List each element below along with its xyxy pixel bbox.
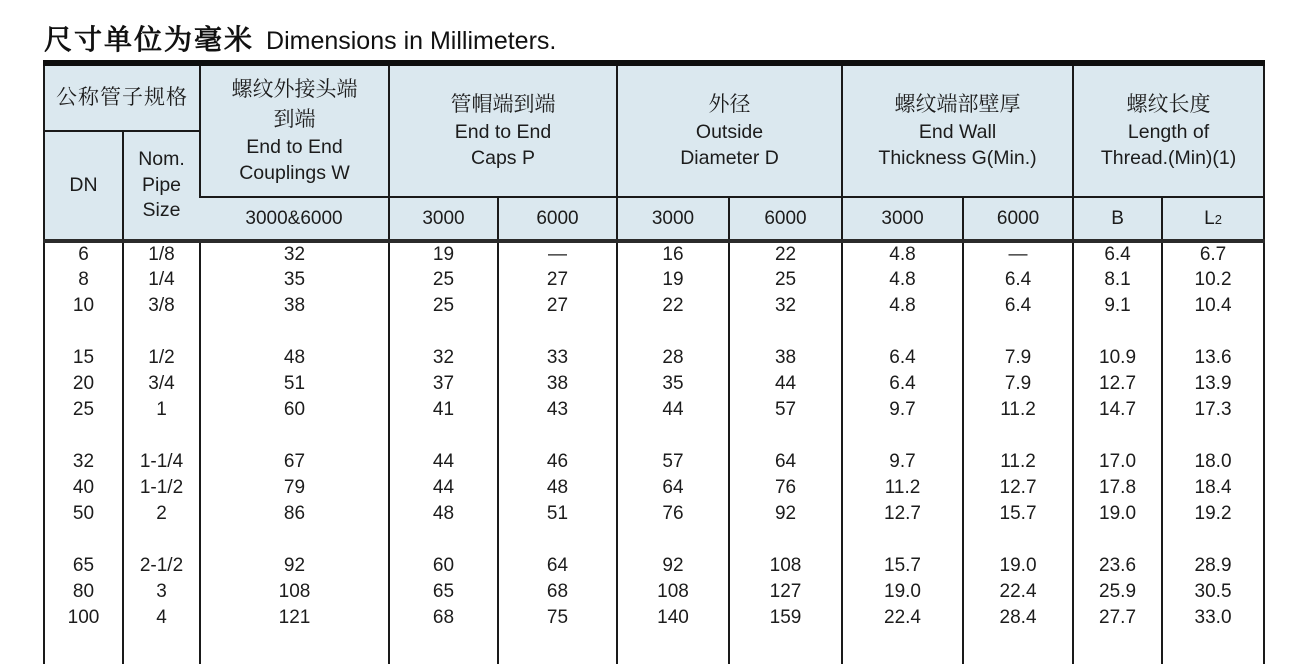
table-row [44, 553, 1264, 579]
gap-cell [498, 423, 617, 449]
header-outside-diameter [617, 63, 842, 197]
subheader-od-6000: 6000 [729, 197, 842, 241]
gap-cell [498, 631, 617, 664]
table-cell: 6.4 [1073, 241, 1162, 267]
table-cell: 41 [389, 397, 498, 423]
table-cell: 28.9 [1162, 553, 1264, 579]
table-cell: 13.6 [1162, 345, 1264, 371]
table-cell: 68 [498, 579, 617, 605]
table-cell: 100 [44, 605, 123, 631]
table-cell: 9.7 [842, 449, 963, 475]
gap-cell [200, 319, 389, 345]
table-cell: 67 [200, 449, 389, 475]
header-end-wall-thickness [842, 63, 1073, 197]
gap-cell [123, 631, 200, 664]
table-cell: 65 [44, 553, 123, 579]
table-cell: 16 [617, 241, 729, 267]
table-cell: 35 [617, 371, 729, 397]
header-pipe-size [123, 131, 200, 241]
gap-cell [123, 527, 200, 553]
subheader-wall-6000: 6000 [963, 197, 1073, 241]
table-cell: 22 [729, 241, 842, 267]
table-cell: 30.5 [1162, 579, 1264, 605]
table-cell: 48 [498, 475, 617, 501]
table-cell: 18.0 [1162, 449, 1264, 475]
table-cell: 20 [44, 371, 123, 397]
table-cell: 27.7 [1073, 605, 1162, 631]
gap-cell [389, 423, 498, 449]
header-thread-en-line1: Length of [1127, 121, 1210, 144]
table-cell: 108 [200, 579, 389, 605]
gap-cell [389, 527, 498, 553]
table-cell: 12.7 [963, 475, 1073, 501]
table-cell: 57 [729, 397, 842, 423]
table-cell: 12.7 [842, 501, 963, 527]
table-cell: 19.0 [1073, 501, 1162, 527]
gap-cell [963, 527, 1073, 553]
table-cell: 33 [498, 345, 617, 371]
table-row [44, 605, 1264, 631]
subheader-couplings-3000-6000: 3000&6000 [200, 197, 389, 241]
header-caps-p [389, 63, 617, 197]
header-caps-en-line1: End to End [454, 121, 552, 144]
table-cell: 44 [389, 449, 498, 475]
table-cell: 6.4 [842, 345, 963, 371]
table-cell: 38 [200, 293, 389, 319]
table-row [44, 475, 1264, 501]
table-cell: 4.8 [842, 267, 963, 293]
table-cell: 19 [617, 267, 729, 293]
gap-cell [389, 631, 498, 664]
table-row [44, 293, 1264, 319]
table-cell: 79 [200, 475, 389, 501]
subheader-wall-3000: 3000 [842, 197, 963, 241]
table-cell: 11.2 [842, 475, 963, 501]
table-cell: 1/8 [123, 241, 200, 267]
subheader-caps-6000: 6000 [498, 197, 617, 241]
header-couplings-zh-line2: 到端 [273, 108, 316, 132]
subheader-thread-l2 [1162, 197, 1264, 241]
table-cell: 1-1/2 [123, 475, 200, 501]
page-title-english: Dimensions in Millimeters. [266, 27, 557, 55]
table-cell: 37 [389, 371, 498, 397]
table-cell: 7.9 [963, 371, 1073, 397]
gap-cell [1162, 527, 1264, 553]
table-cell: 64 [729, 449, 842, 475]
gap-cell [842, 527, 963, 553]
gap-cell [123, 319, 200, 345]
table-cell: 121 [200, 605, 389, 631]
table-cell: 17.0 [1073, 449, 1162, 475]
table-row [44, 241, 1264, 267]
table-cell: 10.9 [1073, 345, 1162, 371]
gap-cell [1073, 527, 1162, 553]
header-dn [44, 131, 123, 241]
row-group-gap [44, 423, 1264, 449]
gap-cell [123, 423, 200, 449]
gap-cell [1073, 423, 1162, 449]
gap-cell [200, 423, 389, 449]
table-row [44, 397, 1264, 423]
table-cell: 6.7 [1162, 241, 1264, 267]
gap-cell [729, 527, 842, 553]
table-cell: 10 [44, 293, 123, 319]
header-dn-label: DN [69, 173, 98, 196]
header-wall-zh: 螺纹端部壁厚 [894, 93, 1021, 117]
table-cell: 25 [389, 293, 498, 319]
table-cell: 46 [498, 449, 617, 475]
gap-cell [963, 631, 1073, 664]
table-cell: 1 [123, 397, 200, 423]
table-cell: 22.4 [963, 579, 1073, 605]
table-cell: 44 [617, 397, 729, 423]
table-cell: 57 [617, 449, 729, 475]
header-couplings-zh-line1: 螺纹外接头端 [231, 78, 358, 102]
table-cell: 108 [729, 553, 842, 579]
table-cell: 1/4 [123, 267, 200, 293]
table-cell: 28.4 [963, 605, 1073, 631]
table-cell: 25 [729, 267, 842, 293]
gap-cell [44, 423, 123, 449]
gap-cell [44, 319, 123, 345]
table-cell: 32 [729, 293, 842, 319]
gap-cell [617, 423, 729, 449]
table-cell: 3 [123, 579, 200, 605]
gap-cell [617, 319, 729, 345]
gap-cell [389, 319, 498, 345]
table-cell: 25.9 [1073, 579, 1162, 605]
header-caps-zh: 管帽端到端 [450, 93, 556, 117]
table-cell: 6.4 [963, 267, 1073, 293]
table-cell: 25 [44, 397, 123, 423]
gap-cell [498, 527, 617, 553]
table-cell: 25 [389, 267, 498, 293]
gap-cell [842, 423, 963, 449]
table-cell: 10.4 [1162, 293, 1264, 319]
gap-cell [200, 527, 389, 553]
table-cell: 3/4 [123, 371, 200, 397]
thread-l-subscript: 2 [1214, 211, 1222, 227]
gap-cell [1162, 631, 1264, 664]
table-cell: 9.7 [842, 397, 963, 423]
subheader-od-3000: 3000 [617, 197, 729, 241]
table-cell: 64 [617, 475, 729, 501]
gap-cell [1162, 423, 1264, 449]
table-cell: 33.0 [1162, 605, 1264, 631]
gap-cell [200, 631, 389, 664]
row-group-gap [44, 527, 1264, 553]
row-group-gap [44, 319, 1264, 345]
table-body [44, 241, 1264, 664]
table-cell: 15.7 [842, 553, 963, 579]
gap-cell [842, 319, 963, 345]
table-cell: 15.7 [963, 501, 1073, 527]
table-row [44, 579, 1264, 605]
table-cell: 1-1/4 [123, 449, 200, 475]
table-cell: 8 [44, 267, 123, 293]
table-row [44, 267, 1264, 293]
header-pipe-size-line1: Nom. [138, 147, 185, 170]
table-cell: 50 [44, 501, 123, 527]
gap-cell [729, 319, 842, 345]
table-cell: 17.3 [1162, 397, 1264, 423]
header-caps-en-line2: Caps P [471, 146, 535, 169]
table-cell: 32 [44, 449, 123, 475]
table-cell: 86 [200, 501, 389, 527]
table-cell: 38 [729, 345, 842, 371]
table-row [44, 371, 1264, 397]
table-cell: 19 [389, 241, 498, 267]
table-cell: 4 [123, 605, 200, 631]
table-cell: 28 [617, 345, 729, 371]
table-cell: 2-1/2 [123, 553, 200, 579]
gap-cell [963, 319, 1073, 345]
gap-cell [44, 527, 123, 553]
gap-cell [617, 631, 729, 664]
table-cell: 35 [200, 267, 389, 293]
header-wall-en-line2: Thickness G(Min.) [878, 146, 1037, 169]
table-cell: 8.1 [1073, 267, 1162, 293]
table-row [44, 449, 1264, 475]
table-cell: 6.4 [842, 371, 963, 397]
table-cell: 64 [498, 553, 617, 579]
table-cell: 19.0 [842, 579, 963, 605]
header-od-en-line2: Diameter D [680, 146, 779, 169]
table-cell: 13.9 [1162, 371, 1264, 397]
table-cell: 18.4 [1162, 475, 1264, 501]
gap-cell [842, 631, 963, 664]
thread-l-label: L [1204, 207, 1215, 229]
table-cell: 92 [617, 553, 729, 579]
table-cell: 11.2 [963, 449, 1073, 475]
row-group-gap [44, 631, 1264, 664]
table-cell: 11.2 [963, 397, 1073, 423]
table-cell: 27 [498, 293, 617, 319]
table-cell: 15 [44, 345, 123, 371]
header-couplings-en-line2: Couplings W [239, 161, 350, 184]
header-wall-en-line1: End Wall [918, 121, 997, 144]
table-cell: 76 [617, 501, 729, 527]
dimensions-table [43, 60, 1265, 664]
table-cell: 27 [498, 267, 617, 293]
page-title [44, 18, 556, 58]
table-cell: 3/8 [123, 293, 200, 319]
table-cell: 80 [44, 579, 123, 605]
header-thread-en-line2: Thread.(Min)(1) [1100, 146, 1237, 169]
gap-cell [1073, 319, 1162, 345]
header-nominal-pipe-size [44, 63, 200, 131]
table-cell: — [963, 241, 1073, 267]
table-cell: 48 [389, 501, 498, 527]
table-cell: 4.8 [842, 241, 963, 267]
header-nominal-title-zh: 公称管子规格 [56, 86, 188, 110]
gap-cell [729, 423, 842, 449]
gap-cell [44, 631, 123, 664]
table-cell: 22.4 [842, 605, 963, 631]
header-thread-zh: 螺纹长度 [1126, 93, 1211, 117]
table-cell: 60 [389, 553, 498, 579]
gap-cell [498, 319, 617, 345]
header-couplings-en-line1: End to End [246, 136, 343, 159]
table-row [44, 345, 1264, 371]
table-cell: 17.8 [1073, 475, 1162, 501]
table-cell: 92 [200, 553, 389, 579]
gap-cell [1073, 631, 1162, 664]
header-pipe-size-line2: Pipe [141, 173, 182, 196]
header-od-en-line1: Outside [695, 121, 764, 144]
table-cell: 2 [123, 501, 200, 527]
table-cell: 127 [729, 579, 842, 605]
page-title-chinese: 尺寸单位为毫米 [44, 24, 255, 55]
table-cell: 23.6 [1073, 553, 1162, 579]
gap-cell [617, 527, 729, 553]
table-cell: 9.1 [1073, 293, 1162, 319]
table-cell: 44 [389, 475, 498, 501]
table-cell: 38 [498, 371, 617, 397]
table-cell: 19.0 [963, 553, 1073, 579]
gap-cell [729, 631, 842, 664]
table-cell: 159 [729, 605, 842, 631]
table-cell: 76 [729, 475, 842, 501]
table-row [44, 501, 1264, 527]
table-cell: 65 [389, 579, 498, 605]
table-header [44, 63, 1264, 241]
table-cell: 1/2 [123, 345, 200, 371]
table-cell: 51 [498, 501, 617, 527]
table-cell: 92 [729, 501, 842, 527]
header-couplings-w [200, 63, 389, 197]
table-cell: 4.8 [842, 293, 963, 319]
table-cell: 75 [498, 605, 617, 631]
table-cell: — [498, 241, 617, 267]
table-cell: 14.7 [1073, 397, 1162, 423]
table-cell: 32 [200, 241, 389, 267]
table-cell: 19.2 [1162, 501, 1264, 527]
gap-cell [1162, 319, 1264, 345]
header-pipe-size-line3: Size [142, 199, 181, 222]
table-cell: 40 [44, 475, 123, 501]
table-cell: 44 [729, 371, 842, 397]
header-thread-length [1073, 63, 1264, 197]
table-cell: 108 [617, 579, 729, 605]
table-cell: 43 [498, 397, 617, 423]
table-cell: 51 [200, 371, 389, 397]
gap-cell [963, 423, 1073, 449]
table-cell: 12.7 [1073, 371, 1162, 397]
table-cell: 32 [389, 345, 498, 371]
table-cell: 7.9 [963, 345, 1073, 371]
subheader-thread-b: B [1073, 197, 1162, 241]
table-cell: 6.4 [963, 293, 1073, 319]
subheader-caps-3000: 3000 [389, 197, 498, 241]
table-cell: 140 [617, 605, 729, 631]
table-cell: 68 [389, 605, 498, 631]
table-cell: 22 [617, 293, 729, 319]
header-od-zh: 外径 [708, 93, 751, 117]
table-cell: 10.2 [1162, 267, 1264, 293]
table-cell: 6 [44, 241, 123, 267]
table-cell: 60 [200, 397, 389, 423]
table-cell: 48 [200, 345, 389, 371]
